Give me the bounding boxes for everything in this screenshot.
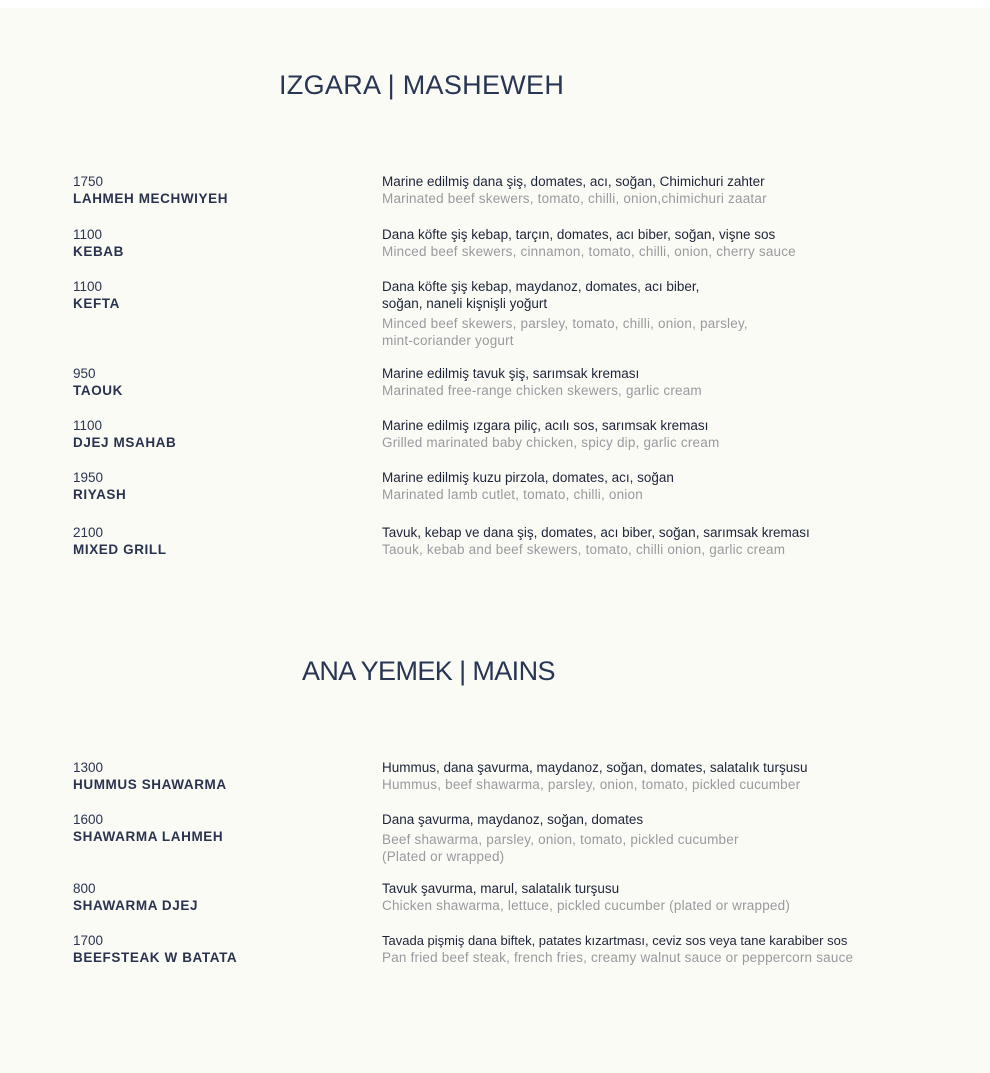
item-description-tr: Tavuk şavurma, marul, salatalık turşusu xyxy=(382,881,620,896)
item-description xyxy=(382,759,942,793)
item-name: DJEJ MSAHAB xyxy=(73,435,177,450)
item-price: 1300 xyxy=(73,760,104,775)
item-description-tr: Marine edilmiş ızgara piliç, acılı sos, sarımsak kreması xyxy=(382,418,709,433)
item-description xyxy=(382,417,942,451)
item-price: 2100 xyxy=(73,525,104,540)
item-price: 1600 xyxy=(73,812,104,827)
item-price: 1100 xyxy=(73,418,103,433)
item-name: TAOUK xyxy=(73,383,123,398)
item-description-tr: Marine edilmiş dana şiş, domates, acı, soğan, Chimichuri zahter xyxy=(382,174,765,189)
item-description-tr: Dana köfte şiş kebap, maydanoz, domates, acı biber, soğan, naneli kişnişli yoğurt xyxy=(382,279,700,311)
section-title-mains: ANA YEMEK | MAINS xyxy=(302,656,555,686)
item-description-tr: Dana şavurma, maydanoz, soğan, domates xyxy=(382,812,644,827)
item-price: 1100 xyxy=(73,227,103,242)
item-description-en: Minced beef skewers, parsley, tomato, chilli, onion, parsley, mint-coriander yogurt xyxy=(382,316,748,348)
item-description-en: Pan fried beef steak, french fries, creamy walnut sauce or peppercorn sauce xyxy=(382,950,854,965)
item-name: KEFTA xyxy=(73,296,120,311)
item-description xyxy=(382,880,942,914)
item-description-en: Marinated beef skewers, tomato, chilli, onion,chimichuri zaatar xyxy=(382,191,767,206)
item-description xyxy=(382,173,942,207)
item-price: 1100 xyxy=(73,279,103,294)
item-description xyxy=(382,278,942,349)
item-description-en: Minced beef skewers, cinnamon, tomato, chilli, onion, cherry sauce xyxy=(382,244,796,259)
item-description xyxy=(382,811,942,865)
item-description xyxy=(382,932,942,966)
section-title-grill: IZGARA | MASHEWEH xyxy=(279,70,565,100)
item-name: RIYASH xyxy=(73,487,127,502)
item-description-tr: Hummus, dana şavurma, maydanoz, soğan, domates, salatalık turşusu xyxy=(382,760,808,775)
item-name: SHAWARMA DJEJ xyxy=(73,898,199,913)
item-description-tr: Marine edilmiş kuzu pirzola, domates, acı, soğan xyxy=(382,470,674,485)
item-price: 1950 xyxy=(73,470,104,485)
item-description xyxy=(382,524,942,558)
item-name: MIXED GRILL xyxy=(73,542,167,557)
item-description xyxy=(382,365,942,399)
item-name: KEBAB xyxy=(73,244,125,259)
item-price: 1700 xyxy=(73,933,104,948)
item-description-tr: Dana köfte şiş kebap, tarçın, domates, acı biber, soğan, vişne sos xyxy=(382,227,776,242)
item-name: HUMMUS SHAWARMA xyxy=(73,777,227,792)
item-description-tr: Tavuk, kebap ve dana şiş, domates, acı biber, soğan, sarımsak kreması xyxy=(382,525,810,540)
item-price: 800 xyxy=(73,881,96,896)
item-name: SHAWARMA LAHMEH xyxy=(73,829,224,844)
item-description-tr: Tavada pişmiş dana biftek, patates kızartması, ceviz sos veya tane karabiber sos xyxy=(382,933,848,948)
item-price: 1750 xyxy=(73,174,104,189)
item-description-en: Chicken shawarma, lettuce, pickled cucumber (plated or wrapped) xyxy=(382,898,791,913)
item-description xyxy=(382,226,942,260)
item-name: LAHMEH MECHWIYEH xyxy=(73,191,229,206)
item-name: BEEFSTEAK W BATATA xyxy=(73,950,238,965)
item-description xyxy=(382,469,942,503)
item-description-en: Grilled marinated baby chicken, spicy dip, garlic cream xyxy=(382,435,720,450)
item-description-en: Hummus, beef shawarma, parsley, onion, tomato, pickled cucumber xyxy=(382,777,801,792)
item-description-tr: Marine edilmiş tavuk şiş, sarımsak kreması xyxy=(382,366,640,381)
item-description-en: Beef shawarma, parsley, onion, tomato, pickled cucumber (Plated or wrapped) xyxy=(382,832,739,864)
item-description-en: Marinated lamb cutlet, tomato, chilli, onion xyxy=(382,487,643,502)
item-description-en: Marinated free-range chicken skewers, garlic cream xyxy=(382,383,702,398)
item-description-en: Taouk, kebab and beef skewers, tomato, chilli onion, garlic cream xyxy=(382,542,786,557)
item-price: 950 xyxy=(73,366,96,381)
